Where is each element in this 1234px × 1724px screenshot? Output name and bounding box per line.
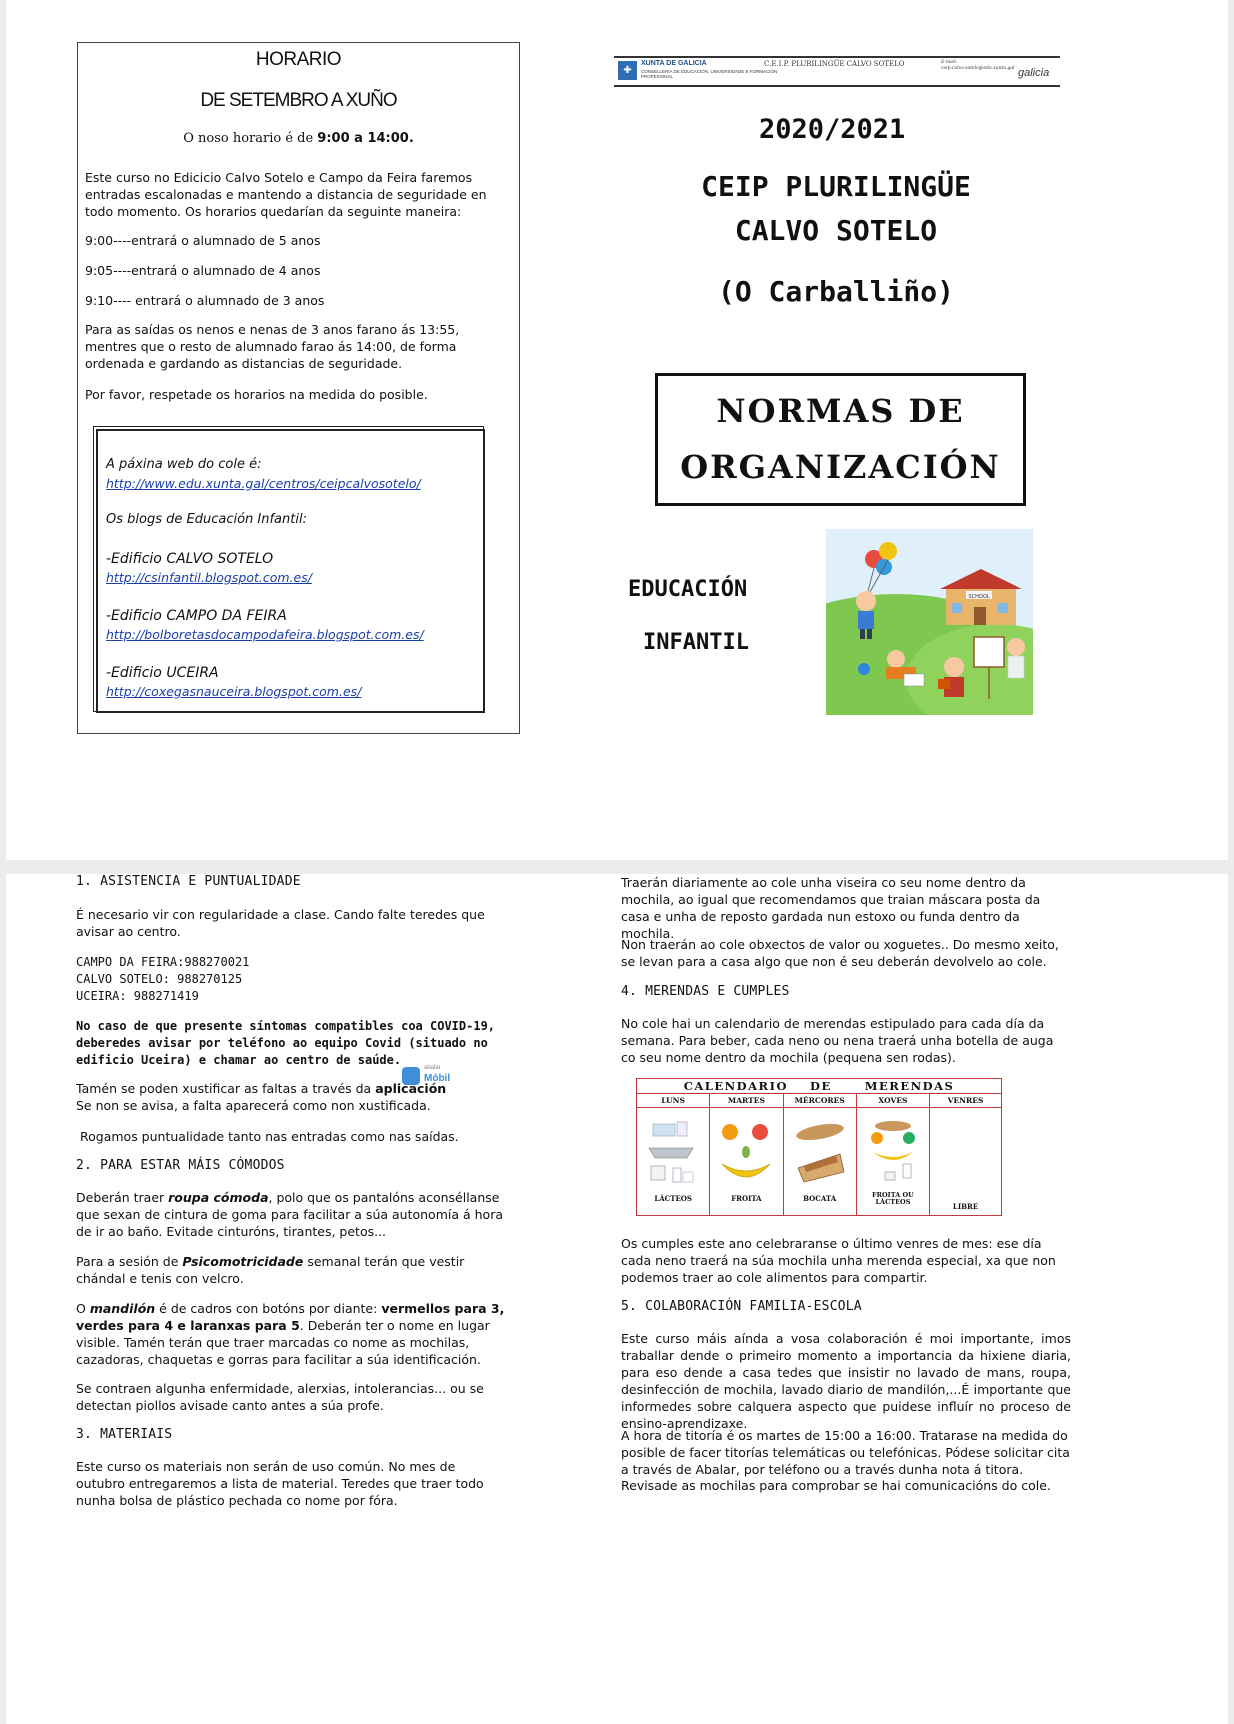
normas-title-line-1: NORMAS DE (716, 392, 965, 430)
section-3-paragraph-3: Non traerán ao cole obxectos de valor ou xoguetes.. Do mesmo xeito, se levan para a casa algo que non é seu deberán devolvelo ao cole. (621, 937, 1059, 969)
section-1-title: 1. ASISTENCIA E PUNTUALIDADE (76, 874, 301, 889)
fruit-icon (716, 1120, 776, 1190)
calendar-cell-venres (930, 1108, 1002, 1216)
calendar-food-martes: FROITA (731, 1194, 762, 1204)
brochure-page-2 (6, 874, 1228, 1724)
dairy-products-icon (643, 1120, 703, 1190)
website-label: A páxina web do cole é: (106, 457, 262, 472)
calendar-day-luns: LUNS (637, 1094, 710, 1108)
section-5-paragraph-1: Este curso máis aínda a vosa colaboración é moi importante, imos traballar dende o primeiro momento a importancia da hixiene diaria, para eso dende a casa tedes que insistir no lavado de mans, roupa, desinfección de mochila, lavado diario de mandilón,...É importante que informedes sobre calquera aspecto que puidese influír no proceso de ensino-aprendizaxe. (621, 1331, 1071, 1431)
school-header (614, 56, 1060, 87)
section-1-paragraph-1: É necesario vir con regularidade a clase. Cando falte teredes que avisar ao centro. (76, 907, 485, 939)
app-justification-text: Tamén se poden xustificar as faltas a través da aplicación Se non se avisa, a falta aparecerá como non xustificada. (76, 1081, 447, 1113)
horario-intro: O noso horario é de 9:00 a 14:00. (183, 131, 414, 146)
school-year: 2020/2021 (759, 114, 906, 145)
section-2-paragraph-3: O mandilón é de cadros con botóns por diante: vermellos para 3, verdes para 4 e laranxas para 5. Deberán ter o nome en lugar visible. Tamén terán que traer marcadas co nome as mochilas, cazadoras, chaquetas e gorras para facilitar a súa identificación. (76, 1301, 505, 1367)
section-3-title: 3. MATERIAIS (76, 1427, 173, 1442)
calendar-food-venres: LIBRE (952, 1202, 979, 1211)
school-name-header: C.E.I.P. PLURILINGÜE CALVO SOTELO (764, 60, 905, 68)
blog-uceira-link[interactable]: http://coxegasnauceira.blogspot.com.es/ (106, 684, 362, 699)
section-5-paragraph-3: Revisade as mochilas para comprobar se hai comunicacións do cole. (621, 1478, 1051, 1493)
abalar-icon-bottom-text: Móbil (424, 1073, 451, 1084)
school-sign-text: SCHOOL (968, 594, 990, 600)
horario-paragraph-1: Este curso no Edicicio Calvo Sotelo e Campo da Feira faremos entradas escalonadas e mantendo a distancia de seguridade en todo momento. Os horarios quedarían da seguinte maneira: (85, 170, 487, 219)
calendar-title: CALENDARIO DE MERENDAS (637, 1079, 1002, 1094)
covid-notice: No caso de que presente síntomas compatibles coa COVID-19, deberedes avisar por teléfono ao equipo Covid (situado no edificio Uceira) e chamar ao centro de saúde. (76, 1019, 496, 1067)
sandwich-icon (790, 1120, 850, 1190)
calendar-day-venres: VENRES (930, 1094, 1002, 1108)
fruit-or-dairy-icon (863, 1118, 923, 1188)
section-3-paragraph-2: Traerán diariamente ao cole unha viseira co seu nome dentro da mochila, ao igual que recomendamos que traian máscara posta da casa e unha de reposto gardada nun estoxo ou funda dentro da mochila. (621, 875, 1041, 941)
phone-uceira: UCEIRA: 988271419 (76, 989, 199, 1003)
email-header: E-mail: ceip.calvo.sotelo@edu.xunta.gal (941, 60, 1015, 71)
section-3-paragraph-1: Este curso os materiais non serán de uso común. No mes de outubro entregaremos a lista de material. Teredes que traer todo nunha bolsa de plástico pechada co nome por fóra. (76, 1459, 484, 1508)
blog-campo-feira-link[interactable]: http://bolboretasdocampodafeira.blogspot.com.es/ (106, 627, 424, 642)
calendar-food-luns: LÁCTEOS (654, 1194, 692, 1204)
education-level-line-2: INFANTIL (643, 630, 749, 655)
section-2-title: 2. PARA ESTAR MÁIS CÓMODOS (76, 1158, 285, 1173)
calendar-food-mercores: BOCATA (803, 1194, 837, 1204)
blog-calvo-sotelo-link[interactable]: http://csinfantil.blogspot.com.es/ (106, 570, 312, 585)
children-school-illustration (826, 529, 1033, 715)
snack-calendar-table (636, 1078, 1002, 1216)
blogs-label: Os blogs de Educación Infantil: (106, 512, 307, 527)
calendar-cell-xoves (856, 1108, 929, 1216)
school-town: (O Carballiño) (717, 275, 954, 308)
school-name-line-1: CEIP PLURILINGÜE (701, 170, 971, 203)
school-name-line-2: CALVO SOTELO (734, 214, 938, 247)
galicia-logo: galicia (1018, 67, 1050, 79)
section-4-title: 4. MERENDAS E CUMPLES (621, 984, 790, 999)
section-2-paragraph-2: Para a sesión de Psicomotricidade semanal terán que vestir chándal e tenis con velcro. (76, 1254, 465, 1286)
education-level-line-1: EDUCACIÓN (628, 577, 748, 602)
conselleria-label: CONSELLERÍA DE EDUCACIÓN, UNIVERSIDADE E FORMACIÓN PROFESIONAL (641, 69, 778, 79)
horario-time-2: 9:05----entrará o alumnado de 4 anos (85, 263, 321, 278)
horario-time-1: 9:00----entrará o alumnado de 5 anos (85, 233, 321, 248)
section-4-paragraph-1: No cole hai un calendario de merendas estipulado para cada día da semana. Para beber, cada neno ou nena traerá unha botella de auga co seu nome dentro da mochila (pequena sen rodas). (621, 1016, 1054, 1065)
section-2-paragraph-4: Se contraen algunha enfermidade, alerxias, intolerancias... ou se detectan piollos avisade canto antes a súa profe. (76, 1381, 484, 1413)
section-4-paragraph-2: Os cumples este ano celebraranse o último venres de mes: ese día cada neno traerá na súa mochila unha merenda especial, xa que non podemos traer ao cole alimentos para compartir. (621, 1236, 1056, 1285)
normas-title-line-2: ORGANIZACIÓN (680, 448, 1001, 486)
horario-time-3: 9:10---- entrará o alumnado de 3 anos (85, 293, 325, 308)
calendar-food-xoves: FROITA OU LÁCTEOS (872, 1190, 914, 1206)
snack-calendar (636, 1078, 1002, 1216)
calendar-day-martes: MARTES (710, 1094, 783, 1108)
horario-subtitle: DE SETEMBRO A XUÑO (200, 90, 397, 111)
calendar-cell-luns (637, 1108, 710, 1216)
blog-uceira-label: -Edificio UCEIRA (106, 665, 219, 681)
phone-campo-feira: CAMPO DA FEIRA:988270021 (76, 955, 250, 969)
normas-box (655, 373, 1026, 506)
horario-panel (77, 42, 520, 734)
xunta-label: XUNTA DE GALICIA (641, 60, 707, 67)
horario-paragraph-3: Por favor, respetade os horarios na medida do posible. (85, 387, 428, 402)
horario-paragraph-2: Para as saídas os nenos e nenas de 3 anos farano ás 13:55, mentres que o resto de alumnado farao ás 14:00, de forma ordenada e gardando as distancias de seguridade. (85, 322, 460, 371)
blog-campo-feira-label: -Edificio CAMPO DA FEIRA (106, 608, 287, 624)
blog-calvo-sotelo-label: -Edificio CALVO SOTELO (106, 551, 274, 567)
links-box (93, 426, 484, 712)
section-5-paragraph-2: A hora de titoría é os martes de 15:00 a 16:00. Tratarase na medida do posible de facer titorías telemáticas ou telefónicas. Pódese solicitar cita a través de Abalar, por teléfono ou a través dunha nota á titora. (621, 1428, 1070, 1477)
brochure-page-1 (6, 0, 1228, 860)
calendar-day-xoves: XOVES (856, 1094, 929, 1108)
phone-calvo-sotelo: CALVO SOTELO: 988270125 (76, 972, 243, 986)
section-5-title: 5. COLABORACIÓN FAMILIA-ESCOLA (621, 1299, 862, 1314)
abalar-icon-top-text: abalar (424, 1065, 441, 1071)
calendar-day-mercores: MÉRCORES (783, 1094, 856, 1108)
website-link[interactable]: http://www.edu.xunta.gal/centros/ceipcalvosotelo/ (106, 476, 421, 491)
section-2-paragraph-1: Deberán traer roupa cómoda, polo que os pantalóns aconséllanse que sexan de cintura de goma para facilitar a súa autonomía á hora de ir ao baño. Evitade cinturóns, tirantes, petos... (76, 1190, 503, 1239)
horario-title: HORARIO (255, 49, 342, 70)
calendar-cell-mercores (783, 1108, 856, 1216)
calendar-cell-martes (710, 1108, 783, 1216)
section-1-paragraph-3: Rogamos puntualidade tanto nas entradas como nas saídas. (80, 1129, 459, 1144)
xunta-logo-icon: ✚ (618, 61, 637, 80)
